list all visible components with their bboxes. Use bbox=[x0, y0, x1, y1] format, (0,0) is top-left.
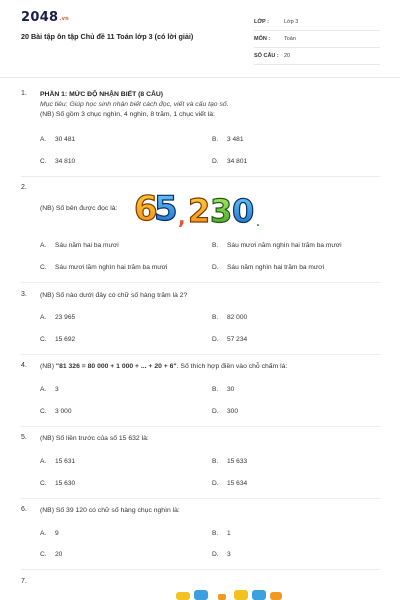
question-text: (NB) Số gồm 3 chục nghìn, 4 nghìn, 8 trăm, 1 chục viết là: bbox=[40, 111, 215, 118]
svg-text:5: 5 bbox=[154, 189, 178, 228]
svg-text:6: 6 bbox=[134, 189, 158, 228]
document-meta bbox=[254, 16, 380, 67]
option-d[interactable]: D. 57 234 bbox=[212, 336, 248, 343]
question-text: (NB) "81 326 = 80 000 + 1 000 + ... + 20 + 6". Số thích hợp điền vào chỗ chấm là: bbox=[40, 363, 288, 370]
meta-value: Toán bbox=[284, 36, 296, 42]
question-number: 4. bbox=[21, 362, 27, 369]
svg-text:2: 2 bbox=[188, 192, 211, 228]
question-text: (NB) Số nào dưới đây có chữ số hàng trăm là 2? bbox=[40, 292, 188, 299]
divider bbox=[21, 354, 380, 355]
question-number: 6. bbox=[21, 506, 27, 513]
divider bbox=[21, 569, 380, 570]
option-d[interactable]: D. 15 634 bbox=[212, 480, 248, 487]
option-b[interactable]: B. 82 000 bbox=[212, 314, 248, 321]
meta-row-grade bbox=[254, 16, 380, 31]
meta-key: SỐ CÂU : bbox=[254, 53, 279, 59]
option-a[interactable]: A. 23 965 bbox=[40, 314, 76, 321]
question-number: 7. bbox=[21, 578, 27, 585]
option-c[interactable]: C. 34 810 bbox=[40, 158, 76, 165]
meta-value: 20 bbox=[284, 53, 291, 59]
divider bbox=[21, 498, 380, 499]
svg-text:,: , bbox=[178, 205, 186, 228]
question-body bbox=[40, 90, 380, 120]
option-b[interactable]: B. 1 bbox=[212, 530, 231, 537]
document-title: 20 Bài tập ôn tập Chủ đề 11 Toán lớp 3 (có lời giải) bbox=[21, 32, 194, 41]
option-a[interactable]: A. 30 481 bbox=[40, 136, 76, 143]
meta-row-subject bbox=[254, 33, 380, 48]
meta-key: LỚP : bbox=[254, 19, 269, 25]
option-c[interactable]: C. 20 bbox=[40, 551, 63, 558]
option-c[interactable]: C. 15 630 bbox=[40, 480, 76, 487]
option-b[interactable]: B. 30 bbox=[212, 386, 235, 393]
divider bbox=[21, 282, 380, 283]
question-text: (NB) Số 39 120 có chữ số hàng chục nghìn là: bbox=[40, 507, 180, 514]
svg-text:.: . bbox=[256, 218, 260, 228]
question-number: 5. bbox=[21, 434, 27, 441]
number-image-partial bbox=[176, 586, 296, 600]
option-c[interactable]: C. 15 692 bbox=[40, 336, 76, 343]
option-d[interactable]: D. 3 bbox=[212, 551, 231, 558]
section-goal: Mục tiêu: Giúp học sinh nhận biết cách đọc, viết và cấu tạo số. bbox=[40, 101, 229, 108]
option-d[interactable]: D. Sáu năm nghìn hai trăm ba mươi bbox=[212, 264, 325, 271]
question-number: 2. bbox=[21, 184, 27, 191]
question-text: (NB) Số liền trước của số 15 632 là: bbox=[40, 435, 149, 442]
option-b[interactable]: B. Sáu mươi năm nghìn hai trăm ba mươi bbox=[212, 242, 342, 249]
option-c[interactable]: C. 3 000 bbox=[40, 408, 72, 415]
meta-value: Lớp 3 bbox=[284, 19, 299, 25]
divider bbox=[21, 176, 380, 177]
option-d[interactable]: D. 300 bbox=[212, 408, 239, 415]
option-c[interactable]: C. Sáu mươi lăm nghìn hai trăm ba mươi bbox=[40, 264, 168, 271]
page-header bbox=[0, 0, 400, 78]
option-a[interactable]: A. Sáu năm hai ba mươi bbox=[40, 242, 119, 249]
option-a[interactable]: A. 15 631 bbox=[40, 458, 76, 465]
option-a[interactable]: A. 3 bbox=[40, 386, 59, 393]
divider bbox=[21, 426, 380, 427]
option-b[interactable]: B. 3 481 bbox=[212, 136, 244, 143]
option-b[interactable]: B. 15 633 bbox=[212, 458, 248, 465]
option-a[interactable]: A. 9 bbox=[40, 530, 59, 537]
question-number: 3. bbox=[21, 291, 27, 298]
section-title: PHẦN 1: MỨC ĐỘ NHẬN BIẾT (8 CÂU) bbox=[40, 91, 164, 98]
question-number: 1. bbox=[21, 90, 27, 97]
option-d[interactable]: D. 34 801 bbox=[212, 158, 248, 165]
svg-text:3: 3 bbox=[210, 192, 233, 228]
number-65230-image bbox=[132, 186, 270, 228]
question-text: (NB) Số bên được đọc là: bbox=[40, 205, 118, 212]
meta-key: MÔN : bbox=[254, 36, 271, 42]
svg-text:0: 0 bbox=[232, 192, 255, 228]
site-logo[interactable]: 2048.vn bbox=[21, 10, 70, 25]
meta-row-count bbox=[254, 50, 380, 65]
